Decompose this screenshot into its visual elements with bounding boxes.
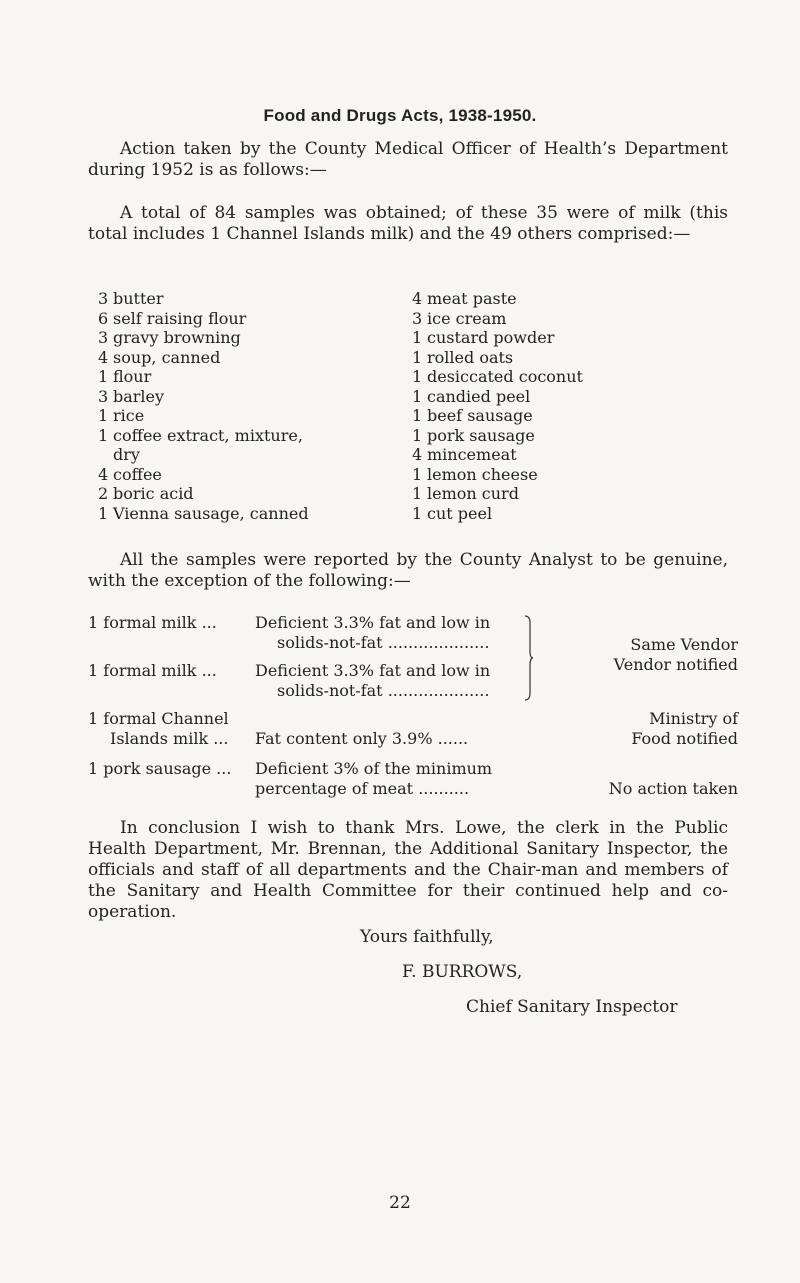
exception-action: Ministry of (649, 709, 738, 728)
signatory-name: F. BURROWS, (402, 962, 523, 982)
exception-desc: solids-not-fat .................... (277, 681, 490, 700)
list-item: 1 pork sausage (412, 425, 535, 445)
signatory-role: Chief Sanitary Inspector (466, 997, 678, 1017)
exception-desc: Fat content only 3.9% ...... (255, 729, 469, 748)
list-item: 1 rice (98, 406, 145, 425)
exception-action: Food notified (631, 729, 738, 748)
list-item: 6 self raising flour (98, 308, 247, 328)
sample-list-right (412, 289, 712, 523)
exception-action: No action taken (608, 779, 738, 798)
exception-sample: 1 formal Channel (88, 709, 229, 728)
exception-desc: Deficient 3.3% fat and low in (255, 613, 491, 632)
exception-desc: Deficient 3.3% fat and low in (255, 661, 491, 680)
list-item: 4 meat paste (412, 289, 517, 308)
list-item: 4 soup, canned (98, 347, 221, 367)
list-item: 3 ice cream (412, 308, 507, 328)
list-item: 4 coffee (98, 464, 162, 484)
exceptions-table (88, 613, 738, 853)
list-item: dry (113, 445, 140, 464)
exception-desc: solids-not-fat .................... (277, 633, 490, 652)
list-item: 1 rolled oats (412, 347, 514, 367)
list-item: 1 lemon cheese (412, 464, 538, 484)
exception-sample: 1 formal milk ... (88, 661, 217, 680)
exception-sample: 1 formal milk ... (88, 613, 217, 632)
exception-sample: 1 pork sausage ... (88, 759, 232, 778)
samples-paragraph: A total of 84 samples was obtained; of these 35 were of milk (this total includes 1 Channel Islands milk) and the 49 others comprised:— (88, 203, 728, 244)
exception-action: Vendor notified (613, 655, 738, 674)
intro-paragraph: Action taken by the County Medical Officer of Health’s Department during 1952 is as follows:— (88, 139, 728, 180)
analyst-paragraph: All the samples were reported by the County Analyst to be genuine, with the exception of the following:— (88, 550, 728, 591)
list-item: 3 butter (98, 289, 164, 308)
sample-list-left (98, 289, 368, 523)
closing-salutation: Yours faithfully, (360, 927, 494, 947)
list-item: 1 flour (98, 367, 152, 386)
conclusion-paragraph: In conclusion I wish to thank Mrs. Lowe, the clerk in the Public Health Department, Mr. Brennan, the Additional Sanitary Inspector, the officials and staff of all departments and the Chair-man and members of the Sanitary and Health Committee for their continued help and co-operation. (88, 818, 728, 922)
list-item: 1 custard powder (412, 328, 555, 347)
exception-desc: Deficient 3% of the minimum (255, 759, 493, 778)
list-item: 4 mincemeat (412, 445, 517, 464)
list-item: 1 cut peel (412, 503, 493, 523)
list-item: 1 candied peel (412, 386, 531, 406)
list-item: 1 lemon curd (412, 484, 519, 503)
exception-desc: percentage of meat .......... (255, 779, 470, 798)
page-number: 22 (389, 1193, 411, 1213)
list-item: 1 beef sausage (412, 406, 533, 425)
page-title: Food and Drugs Acts, 1938-1950. (263, 106, 537, 125)
list-item: 1 Vienna sausage, canned (98, 503, 309, 523)
right-brace-icon (524, 615, 534, 701)
list-item: 3 gravy browning (98, 328, 241, 347)
list-item: 3 barley (98, 386, 165, 406)
exception-action: Same Vendor (630, 635, 738, 654)
list-item: 2 boric acid (98, 484, 194, 503)
exception-sample: Islands milk ... (110, 729, 229, 748)
list-item: 1 coffee extract, mixture, (98, 425, 303, 445)
list-item: 1 desiccated coconut (412, 367, 583, 386)
